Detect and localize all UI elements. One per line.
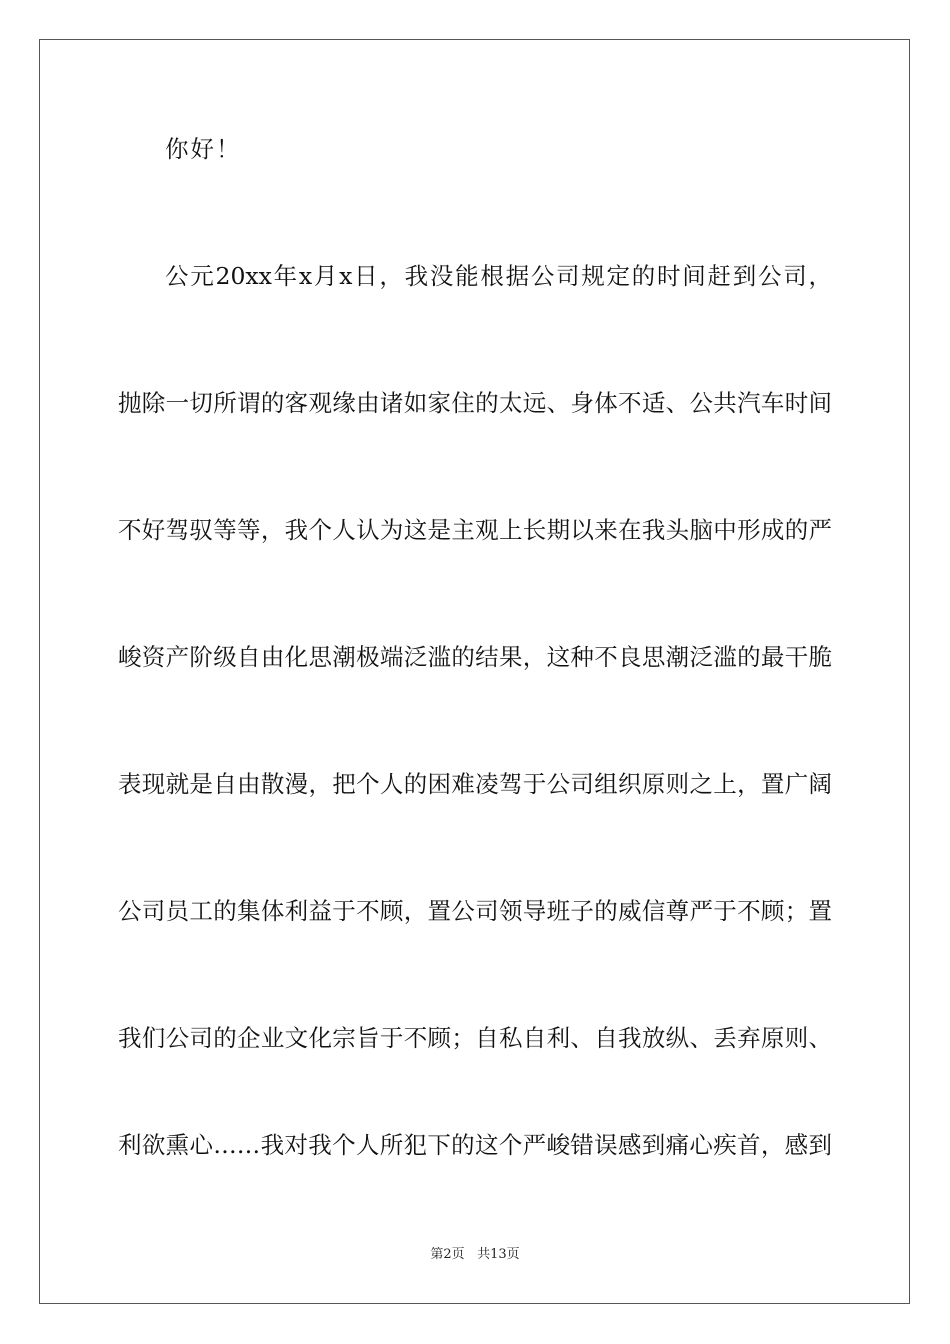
body-line-8: 利欲熏心……我对我个人所犯下的这个严峻错误感到痛心疾首，感到 bbox=[118, 1131, 832, 1159]
body-line-6: 公司员工的集体利益于不顾，置公司领导班子的威信尊严于不顾；置 bbox=[118, 897, 832, 925]
body-line-3: 不好驾驭等等，我个人认为这是主观上长期以来在我头脑中形成的严 bbox=[118, 516, 832, 544]
page-total: 共13页 bbox=[477, 1247, 520, 1262]
page-number: 第2页 bbox=[430, 1247, 465, 1262]
body-line-5: 表现就是自由散漫，把个人的困难凌驾于公司组织原则之上，置广阔 bbox=[118, 770, 832, 798]
body-line-4: 峻资产阶级自由化思潮极端泛滥的结果，这种不良思潮泛滥的最干脆 bbox=[118, 643, 832, 671]
body-line-2: 抛除一切所谓的客观缘由诸如家住的太远、身体不适、公共汽车时间 bbox=[118, 389, 832, 417]
page-footer bbox=[0, 1247, 950, 1263]
body-line-7: 我们公司的企业文化宗旨于不顾；自私自利、自我放纵、丢弃原则、 bbox=[118, 1024, 832, 1052]
greeting-line: 你好！ bbox=[165, 135, 242, 163]
body-line-1: 公元20xx年x月x日，我没能根据公司规定的时间赶到公司， bbox=[165, 262, 832, 290]
